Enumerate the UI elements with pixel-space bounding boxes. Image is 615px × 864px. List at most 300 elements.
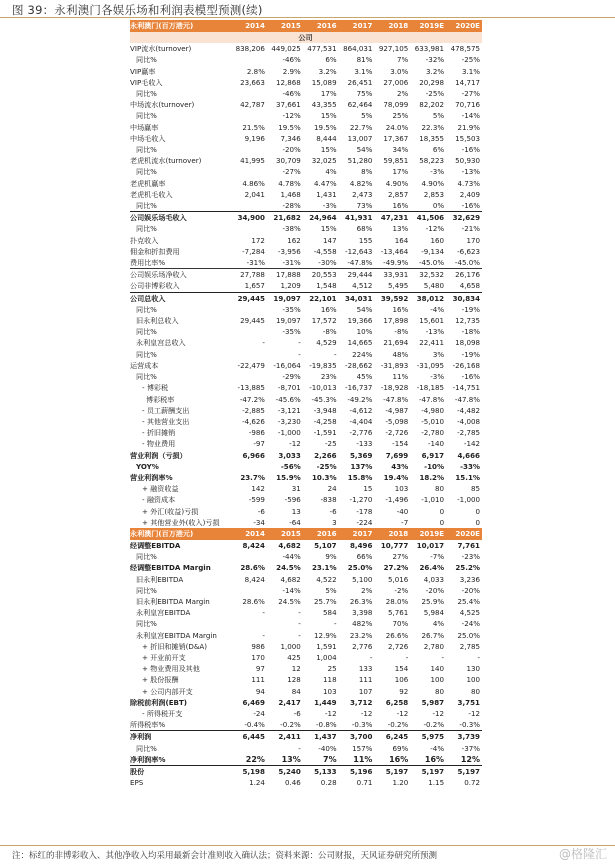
row-value: 43% (391, 461, 409, 471)
row-value: 0% (432, 201, 445, 211)
row-label: 旧永利EBITDA (136, 574, 184, 584)
row-value: 28.0% (385, 596, 409, 606)
row-value: -14% (282, 585, 301, 595)
row-value: 80 (470, 686, 480, 696)
table-row (130, 280, 482, 292)
row-value: 41,995 (240, 156, 265, 166)
row-value: 81% (356, 55, 373, 65)
row-value: 24.0% (385, 122, 409, 132)
row-value: 5,197 (446, 766, 482, 778)
row-value: -6 (329, 506, 337, 516)
row-value: -31,095 (416, 360, 445, 370)
table-header-row-2 (130, 528, 482, 540)
row-value: 2% (361, 585, 373, 595)
row-value: 5% (361, 111, 373, 121)
row-value: 170 (251, 652, 265, 662)
row-value: -3% (322, 201, 337, 211)
row-value: 25.2% (455, 563, 480, 573)
row-value: -140 (427, 439, 445, 449)
row-value: 26.4% (419, 563, 445, 573)
row-value (231, 371, 267, 382)
table-row (130, 697, 482, 708)
row-value: 2,041 (244, 189, 265, 199)
row-value: 147 (323, 235, 337, 245)
row-value: 0.28 (320, 778, 337, 788)
row-value: -22,479 (237, 360, 265, 370)
row-value: -3,956 (277, 246, 301, 256)
row-value: 14,665 (347, 338, 373, 348)
section-label: 公司 (130, 32, 482, 43)
table-row (130, 719, 482, 731)
table-row (130, 110, 482, 121)
row-value: -45.6% (275, 394, 301, 404)
row-value: 94 (255, 686, 265, 696)
row-value: 21,694 (383, 338, 409, 348)
row-value: -9,134 (421, 246, 445, 256)
row-value: 6% (325, 55, 337, 65)
row-value: -12 (325, 708, 337, 718)
table-row (130, 427, 482, 438)
row-value: 25.0% (457, 630, 480, 640)
row-value (231, 326, 267, 337)
row-value: 21,682 (267, 212, 303, 224)
header-year: 2018 (374, 528, 410, 540)
row-value: 28.6% (240, 563, 265, 573)
row-label: 中场赢率 (130, 122, 159, 132)
row-value: -14% (461, 111, 480, 121)
row-label: 同比% (136, 743, 157, 753)
row-value: 12% (460, 754, 480, 764)
row-value: -12 (289, 439, 301, 449)
row-value: 2,776 (352, 641, 373, 651)
row-value: 4.47% (314, 178, 337, 188)
row-value: -6 (293, 708, 301, 718)
row-value: -19% (461, 349, 480, 359)
header-label: 永利澳门(百万港元) (130, 20, 231, 32)
row-label: 中场毛收入 (130, 133, 166, 143)
row-value: -13% (425, 327, 445, 337)
row-value: 4.78% (278, 178, 301, 188)
row-value: -0.8% (316, 720, 337, 730)
row-value: -18,185 (416, 383, 445, 393)
row-label: 公司非博彩收入 (130, 281, 180, 291)
table-row (130, 189, 482, 200)
row-value: 4.73% (457, 178, 480, 188)
row-value: 12,735 (455, 316, 480, 326)
row-value: 29,445 (240, 316, 265, 326)
table-row (130, 416, 482, 427)
row-value: -133 (356, 439, 373, 449)
row-value: 23.2% (349, 630, 373, 640)
financial-table (130, 20, 482, 788)
row-value: -12 (432, 708, 445, 718)
row-value: 162 (287, 235, 301, 245)
row-value: 15% (320, 224, 337, 234)
row-value: 39,592 (374, 292, 410, 304)
row-value: 15% (320, 111, 337, 121)
row-value: 10,777 (380, 540, 409, 550)
row-value: 5,196 (339, 766, 375, 778)
row-value: 26,176 (446, 269, 482, 281)
row-value: 10.3% (311, 472, 337, 482)
bottom-rule (0, 845, 615, 846)
row-value: 3,700 (339, 731, 375, 743)
table-row (130, 133, 482, 144)
row-value: 100 (466, 675, 480, 685)
row-value: 1,449 (314, 697, 337, 707)
row-label: 经调整EBITDA (130, 540, 181, 550)
row-value: 18,355 (419, 133, 445, 143)
table-row (130, 618, 482, 629)
row-value (231, 585, 267, 596)
row-value: 26,451 (347, 77, 373, 87)
row-label: 同比% (136, 372, 157, 382)
row-value: 22.7% (349, 122, 373, 132)
row-value: 7% (323, 754, 337, 764)
row-value: -3% (430, 167, 445, 177)
header-year: 2019E (410, 528, 446, 540)
header-year: 2016 (303, 20, 339, 32)
table-row (130, 754, 482, 766)
row-value: -20% (282, 145, 301, 155)
row-label: + 股份报酬 (142, 675, 179, 685)
row-value: 69% (392, 743, 409, 753)
row-value: 42,787 (240, 100, 265, 110)
table-row (130, 562, 482, 573)
table-row (130, 315, 482, 326)
row-value: 5,107 (314, 540, 337, 550)
row-value: 5,198 (231, 766, 267, 778)
row-value: - (441, 652, 445, 662)
row-label: 经调整EBITDA Margin (130, 563, 211, 573)
row-value: 449,025 (271, 44, 301, 54)
row-label: + 外汇(收益)亏损 (142, 506, 199, 516)
row-value: -224 (356, 517, 373, 527)
row-value: 5,975 (410, 731, 446, 743)
row-value (231, 618, 267, 629)
row-value: -12% (282, 111, 301, 121)
row-value: 15 (363, 484, 373, 494)
row-label: VIP毛收入 (130, 77, 163, 87)
row-value: 25.0% (347, 563, 373, 573)
row-value: -25% (425, 89, 445, 99)
row-value: -46% (282, 55, 301, 65)
row-value: -2,885 (242, 405, 265, 415)
header-year: 2016 (303, 528, 339, 540)
row-value: 1,000 (280, 641, 301, 651)
row-value: -30% (318, 258, 337, 268)
row-value: 6,917 (421, 450, 445, 460)
table-row (130, 494, 482, 505)
row-value: -38% (282, 224, 301, 234)
row-label: 营业利润（亏损） (130, 450, 187, 460)
row-value: 5,133 (303, 766, 339, 778)
table-row (130, 731, 482, 743)
row-value: 3,236 (459, 574, 480, 584)
table-row (130, 674, 482, 685)
row-value: 3,712 (349, 697, 373, 707)
row-value: -0.2% (423, 720, 445, 730)
row-label: 同比% (136, 552, 157, 562)
row-label: 同比% (136, 201, 157, 211)
table-row (130, 743, 482, 754)
row-value: 2,411 (267, 731, 303, 743)
row-value: -4,258 (313, 416, 337, 426)
row-value (231, 349, 267, 360)
row-value: -27% (461, 89, 480, 99)
row-label: YOY% (136, 461, 159, 471)
row-value: 1,431 (316, 189, 337, 199)
row-value: 17% (320, 89, 337, 99)
row-value: 25% (392, 111, 409, 121)
row-value: 80 (435, 686, 445, 696)
row-value: 2,857 (387, 189, 409, 199)
row-value: -13,885 (237, 383, 265, 393)
row-value: 172 (251, 235, 265, 245)
table-row (130, 166, 482, 177)
row-label: 同比% (136, 349, 157, 359)
row-value: 70% (392, 619, 409, 629)
row-value: 4,033 (423, 574, 445, 584)
row-value: 0.46 (284, 778, 301, 788)
row-value: - (262, 338, 265, 348)
row-label: 运营成本 (130, 360, 159, 370)
row-value: 838,206 (235, 44, 265, 54)
row-value: -28,662 (345, 360, 373, 370)
row-value: 37,661 (275, 100, 301, 110)
row-value: -47.8% (347, 258, 373, 268)
row-value (231, 743, 267, 754)
table-row (130, 349, 482, 360)
row-value: -12% (425, 224, 445, 234)
row-value: -46% (282, 89, 301, 99)
row-value (231, 304, 267, 315)
row-label: - 博彩税 (142, 383, 169, 393)
row-value: 70,716 (455, 100, 480, 110)
row-value: -47.2% (239, 394, 265, 404)
row-value: 27% (392, 552, 409, 562)
row-value: - (298, 349, 301, 359)
row-value: 3.1% (354, 66, 373, 76)
row-value: -35% (282, 327, 301, 337)
row-label: - 其他营业支出 (142, 416, 190, 426)
row-value: -4% (430, 304, 445, 314)
row-value: -24% (461, 619, 480, 629)
row-label: - 员工薪酬支出 (142, 405, 190, 415)
row-value: -4,626 (242, 416, 265, 426)
row-value: 24.5% (276, 563, 301, 573)
row-label: - 物业费用 (142, 439, 176, 449)
row-value: 26.7% (421, 630, 445, 640)
row-value: 2,780 (423, 641, 445, 651)
row-value: -45.0% (454, 258, 480, 268)
row-value (231, 551, 267, 562)
row-value: 54% (356, 145, 373, 155)
row-value: 3.1% (461, 66, 480, 76)
row-value: 3.0% (390, 66, 409, 76)
row-value: -2,776 (349, 428, 373, 438)
row-value: 24 (327, 484, 337, 494)
row-value: 19.5% (278, 122, 301, 132)
row-value: 30,709 (275, 156, 301, 166)
row-value: - (262, 608, 265, 618)
row-value: 11% (392, 372, 409, 382)
row-label: 公司总收入 (130, 292, 231, 304)
row-value: -178 (356, 506, 373, 516)
row-value: -4,008 (457, 416, 480, 426)
row-value: -3% (430, 372, 445, 382)
row-value: 15.8% (347, 472, 373, 482)
row-value (231, 166, 267, 177)
row-value: 17,572 (311, 316, 337, 326)
row-value: 15.9% (276, 472, 301, 482)
row-value: 4,525 (459, 608, 480, 618)
row-value: 16% (392, 201, 409, 211)
row-value: -13,464 (380, 246, 409, 256)
row-label: 除税前利润(EBT) (130, 697, 188, 707)
row-value: 11% (353, 754, 373, 764)
table-row (130, 472, 482, 483)
row-value: -7% (430, 552, 445, 562)
row-value: 1,657 (244, 281, 265, 291)
row-label: - 折旧摊销 (142, 428, 176, 438)
row-value: 50,930 (455, 156, 480, 166)
row-value: 140 (430, 664, 445, 674)
row-value: 6,966 (242, 450, 265, 460)
header-year: 2015 (267, 20, 303, 32)
row-value: 4,512 (352, 281, 373, 291)
row-value: 0 (475, 517, 480, 527)
row-value: -10,013 (309, 383, 337, 393)
table-header-row-1 (130, 20, 482, 32)
row-value: 12,868 (275, 77, 301, 87)
row-value: 100 (430, 675, 445, 685)
row-value: -0.2% (387, 720, 409, 730)
row-value: -12 (396, 708, 409, 718)
row-value: 0 (439, 517, 445, 527)
row-value: -3,230 (277, 416, 301, 426)
row-value: 224% (352, 349, 373, 359)
row-value: 482% (352, 619, 373, 629)
row-value: 2.9% (282, 66, 301, 76)
row-value: -25 (325, 439, 337, 449)
row-label: EPS (130, 778, 144, 788)
row-value: 29,445 (231, 292, 267, 304)
row-value: 5,016 (387, 574, 409, 584)
row-value: 22% (245, 754, 265, 764)
row-value: 478,575 (450, 44, 480, 54)
row-value: - (262, 630, 265, 640)
row-value: -56% (280, 461, 301, 471)
table-row (130, 54, 482, 65)
row-label: 扑克收入 (130, 235, 159, 245)
table-row (130, 371, 482, 382)
row-value: 21.5% (242, 122, 265, 132)
row-value: -25% (461, 55, 480, 65)
table-row (130, 122, 482, 133)
row-value: -4,987 (385, 405, 409, 415)
table-row (130, 461, 482, 472)
row-value: -33% (460, 461, 480, 471)
table-row (130, 257, 482, 269)
row-value: 16% (320, 304, 337, 314)
row-value: -47.8% (383, 394, 409, 404)
row-value: - (334, 619, 337, 629)
table-row (130, 517, 482, 528)
row-value: -5,010 (421, 416, 445, 426)
row-value: 107 (358, 686, 373, 696)
row-value: -19,835 (309, 360, 337, 370)
header-year: 2020E (446, 20, 482, 32)
row-value: 130 (466, 664, 480, 674)
row-value: 5,240 (267, 766, 303, 778)
table-row (130, 551, 482, 562)
row-label: 同比% (136, 111, 157, 121)
row-value: 16% (424, 754, 445, 764)
header-year: 2017 (339, 20, 375, 32)
row-value: 22,101 (303, 292, 339, 304)
row-value: 19.4% (383, 472, 409, 482)
row-label: 所得税率% (130, 720, 166, 730)
table-row (130, 212, 482, 224)
row-value (231, 461, 267, 472)
row-value: 170 (466, 235, 480, 245)
row-value: 4.82% (349, 178, 373, 188)
row-value: -2,780 (421, 428, 445, 438)
row-value: 1,548 (316, 281, 337, 291)
row-value: 8,424 (244, 574, 265, 584)
row-value: 41,506 (410, 212, 446, 224)
row-value: 17,367 (383, 133, 409, 143)
row-value: 34,031 (339, 292, 375, 304)
row-value: -28% (282, 201, 301, 211)
row-label: 同比% (136, 145, 157, 155)
header-year: 2015 (267, 528, 303, 540)
row-value: -14,751 (452, 383, 480, 393)
table-row (130, 483, 482, 494)
row-value: 18,098 (455, 338, 480, 348)
row-value: 164 (394, 235, 409, 245)
row-value: 2,785 (459, 641, 480, 651)
row-value: 5,480 (423, 281, 445, 291)
table-row (130, 43, 482, 54)
row-value: - (298, 608, 301, 618)
row-value: -18,928 (380, 383, 409, 393)
row-label: 老虎机流水(turnover) (130, 156, 202, 166)
row-value: 4,682 (278, 540, 301, 550)
row-value: -4,482 (457, 405, 480, 415)
row-value: -986 (248, 428, 265, 438)
row-value: 160 (430, 235, 445, 245)
row-label: - 融资成本 (142, 495, 176, 505)
row-value: -12 (360, 708, 373, 718)
row-value: 80 (435, 484, 445, 494)
row-value: -45.3% (311, 394, 337, 404)
row-value: 111 (358, 675, 373, 685)
row-value: 4,658 (459, 281, 480, 291)
row-value: 5,984 (423, 608, 445, 618)
row-value (231, 200, 267, 212)
row-value: 26.6% (385, 630, 409, 640)
row-value: -47.8% (454, 394, 480, 404)
row-value: 2,266 (314, 450, 337, 460)
row-value: 133 (358, 664, 373, 674)
row-value: -1,000 (457, 495, 480, 505)
row-value: 25 (327, 664, 337, 674)
table-row (130, 394, 482, 405)
row-value: 82,202 (419, 100, 445, 110)
row-value: 23.1% (311, 563, 337, 573)
